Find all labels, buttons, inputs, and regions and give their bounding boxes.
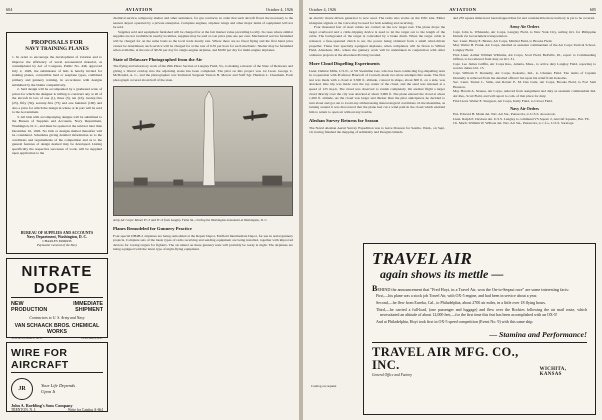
right-col1-para-1: an electric motor-driven generator is now used. The radio also works on the DX1 kite. Either triangular signals or the voice may be used for both sending and receiving. xyxy=(309,16,445,25)
army-order: Capt. John G. Whiteside, Air Corps, Langley Field, to New York City, sailing Oct. for Philippine Islands via Government transportation. xyxy=(453,29,596,39)
travel-air-city: WICHITA, KANSAS xyxy=(539,366,567,377)
right-running-head xyxy=(309,5,596,14)
right-column-1 xyxy=(309,16,445,240)
army-order: Capt. William F. Donnelly, Air Corps, Kokomo, Ind., to Chanute Field. The terms of Captain Donnelly is removed from the detailed officers' list upon his relief from Kokomo. xyxy=(453,70,596,80)
right-date: October 4, 1926 xyxy=(309,6,337,12)
wire-title: WIRE FOR AIRCRAFT xyxy=(11,347,103,373)
travel-air-ad xyxy=(363,243,596,415)
wire-city: TRENTON, N. J. xyxy=(11,408,37,413)
proposals-ad xyxy=(6,32,108,254)
nitrate-new: NEW xyxy=(11,301,24,307)
wire-tagline xyxy=(41,383,75,394)
gunnery-text: Four special DH4B-2 airplanes are being remodeled at the Repair Depot, Fairfield Intermediate Depot, for use in aerial gunnery projects. Complete sets of the latest types of radio receiving and sending equipment are being installed, together with improved devices for towing targets for fighters. The air tunnel on these gunnery tests will probably be ready at night. The airplanes are being equipped with the latest type of night-flying equipment. xyxy=(113,233,293,252)
delaware-text: The flying and laboratory work of the 29th Photo Section at Langley Field, Va., is making a mosaic of the State of Delaware and giving a liberal overlap into the adjoining states has been completed. The pilot on this project was 1st Lieut. George C. McDonald, A. C., and the photographer was Technical Sergeant Vernon H. Mercer and Staff Sgt. Herman L. Cheatham. Each photograph covered about half of the state. xyxy=(113,63,293,82)
proposals-dept: Navy Department, Washington, D. C. xyxy=(26,235,88,239)
travel-air-headline: TRAVEL AIR xyxy=(372,249,473,268)
travel-air-fact: Third,—he carried a full-load, (one passenger and luggage) and flew over the Rockies following the air mail route, which necessitated an altitude of about 12,000 feet,—for the first time this feat has been accomplished with an OX-5! xyxy=(376,307,587,317)
nitrate-production: PRODUCTION xyxy=(11,307,48,313)
proposals-bureau: BUREAU OF SUPPLIES AND ACCOUNTS xyxy=(20,231,94,235)
nitrate-address-row xyxy=(11,336,103,340)
wire-tagline-2: Upon It xyxy=(41,389,56,394)
proposals-para-3: 3. All bids with accompanying designs will be submitted to the Bureau of Supplies and Accounts, Navy Department, Washington, D. C., and must be opened at the said not later than December 10, 1926. No bids or designs mailed thereafter will be considered. Schedules giving detailed information as to the conditions and requirements of the competition and as to the general features of design desired may be developed. Listing specifically the respective successes of work, will be supplied upon application to the xyxy=(12,114,102,156)
proposals-footer xyxy=(12,231,102,247)
navy-order: Lieut. Ralph E. Davison det. U.S.S. Langley to command VS Squad. 2, Aircraft Squads., Bat. Flt. xyxy=(453,116,590,121)
proposals-signer-title: Paymaster General of the Navy xyxy=(36,243,78,247)
navy-order: Ch. Mach. William W. Willson det. Nav. Air Sta., Pensacola, to c.f.o., U.S.S. Saratoga. xyxy=(453,121,575,126)
army-order: Maj. Harold A. Strauss, Air Corps, relieved from assignment and duty as assistant commandant Ind. Air Res., Scott Field, and will report to com. of that place for duty. xyxy=(453,89,596,98)
monument-photo-art xyxy=(114,87,292,215)
nitrate-dope-title: NITRATE DOPE xyxy=(11,263,103,298)
travel-air-subheadline: again shows its mettle — xyxy=(380,267,504,281)
army-order: Sec. Lieut. Henry E. Baxter, Air Corps, Mitchel Field, to Brooks Field. xyxy=(453,38,553,43)
army-order: First Lieut. Arthur William Williams, Air Corps, Scott Field, Bellville, Ill., report to Commanding Officer, to be relieved from duty on Oct. 31. xyxy=(453,52,596,62)
aleshan-text: The Naval Aleshan Aerial Survey Expedition was to leave Dawson for Seattle, Wash., on Sept. 10, having finished the mapping of Admiralty and Douglas Islands. xyxy=(309,125,445,135)
photo-caption: Army Air Corps' Monel TC-5 and TC-6 from Langley Field, Va., circling the Washington monument at Washington, D. C. xyxy=(113,218,268,223)
travel-air-slogan: — Stamina and Performance! xyxy=(489,329,587,339)
right-col2-top: and 235 square miles have been mapped thus far and considerable more territory is yet to be covered. xyxy=(453,16,595,20)
right-page xyxy=(303,0,602,420)
nitrate-shipment: SHIPMENT xyxy=(75,307,103,313)
travel-air-rule xyxy=(372,342,587,343)
roebling-logo-icon: JR xyxy=(11,378,33,400)
wire-body xyxy=(11,378,103,400)
travel-air-intro: BEHIND the announcement that "Fred Hoyt, in a Travel Air, won the On-to-Seqaui race" are some interesting facts: xyxy=(372,284,570,293)
wire-catalog: Write for Catalog A-664 xyxy=(67,408,103,413)
nitrate-dope-taglines xyxy=(11,301,103,313)
wire-tagline-1: Your Life Depends xyxy=(41,383,76,389)
travel-air-dropcap: B xyxy=(372,284,378,293)
nitrate-dope-ad xyxy=(6,258,108,338)
right-masthead: AVIATION xyxy=(449,6,477,12)
army-order: Sec. Lieut. Turner L. Sims, and Robert E. M. Des Lisle, Air Corps, Brooks Field, to Fort Sam Houston. xyxy=(453,80,596,89)
wire-company: John A. Roebling's Sons Company xyxy=(11,403,73,408)
nitrate-immediate: IMMEDIATE xyxy=(73,301,103,307)
left-col2-para-2: Supplies sold and equipment furnished will be charged for at the fair market value prevailing locally. In cases where similar supplies are not available in nearby localities, supplies may be sold at cost price plus one per cent. Mechanical service furnished will be charged for on the same basis as the local trade hourly rate. Where there are no fixed flying and the first hand price cannot be determined, such service will be charged for at the rate of 0.35 per hour for each mechanic. Shelter may be furnished when available, at the rate of $0.50 per day for single-engine airplane, and $0.80 per day for multi-engine airplanes. xyxy=(113,29,293,53)
travel-air-company: TRAVEL AIR MFG. CO., INC. xyxy=(372,344,519,372)
left-page xyxy=(0,0,299,420)
right-column-2 xyxy=(453,16,596,240)
navy-orders-heading: Navy Air Orders xyxy=(510,106,539,112)
proposals-para-1: 1. In order to encourage the development of aviation and to improve the efficiency of naval aeronautical material, as contemplated by Act of Congress, Public No. 446, approved July 2, 1926, the submission of bids is hereby invited for training planes, convertible land or seaplane types, combined primary and gunnery training, in accordance with designs submitted by the bidder competitively. xyxy=(12,55,102,87)
left-column-2 xyxy=(113,16,293,416)
monument-photo xyxy=(113,86,293,216)
right-col1-para-2: Four thousand feet of steel cables are carried on the tow target reel. The plane drops the target overboard and a cable-tripping device is used to let the target out to the length of the cable. The background of the target is controlled by a brake drum. When the target cable is released, a fuse-operated clutch is set, the power being obtained from a small wind-driven propeller. These four specially equipped airplanes, when completed, will be flown to Wilbur Field, Aberdeen, Md., where the gunnery work will be undertaken in conjunction with other ordnance projects at the Aberdeen Proving Ground. xyxy=(309,25,445,57)
wire-aircraft-ad xyxy=(6,342,108,412)
left-running-head xyxy=(6,5,293,14)
cloud-heading: More Cloud Dispelling Experiments xyxy=(309,61,380,67)
nitrate-address: 3358 AVONDALE AVE. xyxy=(11,336,43,340)
nitrate-contract: Contractors to U. S. Army and Navy xyxy=(29,316,85,320)
travel-air-office: General Office and Factory xyxy=(372,372,413,377)
army-orders-heading: Army Air Orders xyxy=(509,23,540,29)
proposals-para-2: 2. Said design will be accompanied by a graduated scale of prices for which the designer is willing to construct any or all of the aircraft in lots of one (1), three (3), ten (10), twenty-five (25), fifty (50), seventy-five (75) and one hundred (100) and also a price for which the design in whole or in part will be sold to the Government. xyxy=(12,87,102,115)
travel-air-fact: And at Philadelphia, Hoyt took first in OX-5 speed competition (Event No. 9) with this same ship. xyxy=(376,318,534,324)
cloud-text: Lieut. Delmar Mills, U.S.N., at Vil Steamline Gas, who has been conducting fog-dispelling tests in cooperation with Professor Bancroft of Cornell, made two more attempts this week. The first test was made with a cloud at 3,500 ft. altitude, colored in shape, about 600 ft. on a side, was attacked. One trip was made over the top center of the cloud, and the sand was released at a speed of 125 m.p.h. The cloud was observed to vanish completely. On another flight a larger cloud directly over the city was attacked at about 3,900 ft. The plane entered the cloud at about 1,200 ft. altitude. As the cloud was larger and thicker than the pilot anticipated, he decided to turn about and got out to avoid any embarrassing meteorological conditions. In the meantime, as turning around it was discovered that the plane had cut a wind path in the cloud which enabled him to return to open air without any trouble. xyxy=(309,68,445,114)
gunnery-heading: Planes Remodeled for Gunnery Practice xyxy=(113,226,192,232)
left-date: October 4, 1926 xyxy=(265,6,293,12)
proposals-subheading: NAVY TRAINING PLANES xyxy=(25,46,89,52)
travel-air-footer xyxy=(372,346,587,377)
aleshan-heading: Aleshan Survey Returns for Season xyxy=(309,118,379,124)
wire-footer xyxy=(11,404,103,413)
left-page-number: 604 xyxy=(6,6,13,12)
catalog-note: Catalog on request xyxy=(311,384,337,388)
proposals-heading: PROPOSALS FOR xyxy=(31,39,83,46)
right-page-number: 605 xyxy=(589,6,596,12)
proposals-signer: CHARLES MORRIS xyxy=(42,239,72,243)
travel-air-fact: Second,—he flew from Eureka, Cal., to Philadelphia, about 2700 air miles, in a little over 18 flying hours. xyxy=(376,300,546,306)
left-col2-para-1: chemical service, temporary shelter and other assistance, for gas contracts, in order that such aircraft flown the necessary to the nearest airport operated by a private enterprise. Complete engines, airplane wings and other major items of equipment will not be sold. xyxy=(113,16,293,30)
nitrate-city: CHICAGO, ILL. xyxy=(81,336,103,340)
nitrate-company: VAN SCHAACK BROS. CHEMICAL WORKS xyxy=(14,323,100,335)
army-order: Maj. Walter H. Frank, Air Corps, detailed as assistant commandant of the Air Corps Tactical School, Langley Field. xyxy=(453,43,596,52)
navy-order: Ens. Edward H. Mann det. Nav. Air Sta., Pensacola, to U.S.S. Aroostook. xyxy=(453,112,556,117)
travel-air-fact: First,—his plane was a stock job Travel Air, with OX-5 engine, and had been in service about a year. xyxy=(376,293,538,299)
left-masthead: AVIATION xyxy=(125,6,153,12)
delaware-heading: State of Delaware Photographed from the Air xyxy=(113,56,203,62)
army-order: Capt. Leo James Griffin, Air Corps Res., Atlanta, Mass., to active duty Langley Field, reporting to receive duties Oct. 15. xyxy=(453,61,596,71)
army-order: First Lieut. Walter E. Sturgeon, Air Corps, Kelly Field, to Clover Field. xyxy=(453,98,553,103)
